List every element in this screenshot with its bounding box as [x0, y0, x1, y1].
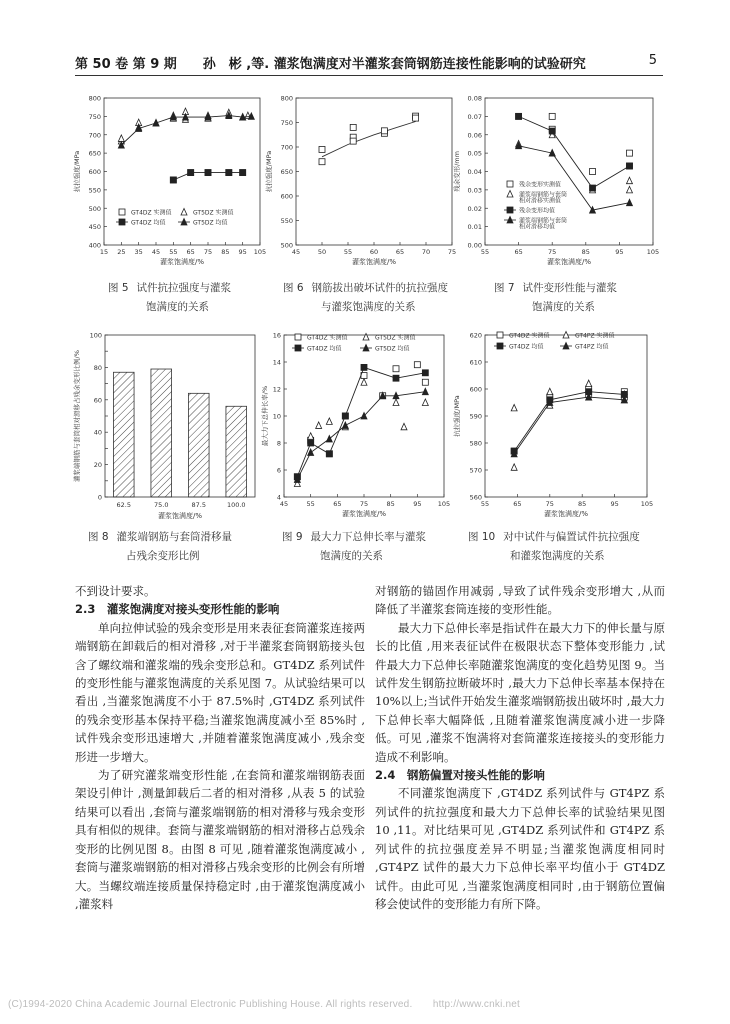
- fig5-x-tick-label: 25: [117, 248, 126, 256]
- fig8-y-axis-label: 灌浆端钢筋与套筒相对滑移占残余变形比例/%: [73, 350, 81, 482]
- fig7-y-tick-label: 0.07: [467, 112, 482, 121]
- fig5-y-tick-label: 600: [88, 168, 101, 176]
- fig10-legend-marker: [497, 343, 503, 349]
- fig7-data-point: [516, 113, 522, 119]
- fig8-y-tick-label: 100: [89, 331, 102, 340]
- fig9-series-2: [294, 364, 428, 479]
- fig5-x-tick-label: 45: [151, 248, 161, 256]
- fig7-legend-marker: [507, 191, 513, 198]
- fig7-data-point: [549, 113, 555, 119]
- fig9-x-tick-label: 95: [413, 500, 422, 508]
- figure-8-chart: [68, 325, 268, 520]
- fig6-y-tick-label: 800: [280, 94, 293, 103]
- fig8-x-axis-label: 灌浆饱满度/%: [157, 512, 203, 520]
- fig9-data-point: [342, 413, 348, 419]
- fig5-data-point: [226, 170, 232, 176]
- fig6-y-axis-label: 抗拉强度/MPa: [265, 150, 273, 193]
- right-column: [375, 582, 665, 913]
- fig8-y-tick-label: 40: [93, 428, 102, 437]
- fig8-y-tick-label: 20: [93, 461, 102, 470]
- fig5-x-tick-label: 65: [186, 248, 195, 256]
- fig9-x-tick-label: 85: [386, 500, 395, 508]
- fig8-x-tick-label: 75.0: [154, 501, 169, 509]
- fig10-legend-marker: [497, 332, 503, 338]
- fig7-y-tick-label: 0.01: [467, 223, 482, 232]
- fig8-bar-75.0: [151, 369, 172, 497]
- fig9-data-point: [393, 366, 399, 372]
- fig7-data-point: [549, 128, 555, 134]
- fig6-y-tick-label: 600: [280, 192, 293, 201]
- fig5-x-tick-label: 95: [238, 248, 247, 256]
- fig5-legend-label: GT4DZ 实测值: [131, 209, 172, 217]
- section-2-3-paragraph-2: 为了研究灌浆端变形性能 ,在套筒和灌浆端钢筋表面架设引伸计 ,测量卸载后二者的相对滑移 ,从表 5 的试验结果可以看出 ,套筒与灌浆端钢筋的相对滑移与残余变形具有相似的规律。套筒与灌浆端钢筋的相对滑移占总残余变形的比例见图 8。由图 8 可见 ,随着灌浆饱满度减小 ,套筒与灌浆端钢筋的相对滑移占残余变形的比例会有所增大。当螺纹端连接质量保持稳定时 ,由于灌浆饱满度减小 ,灌浆料: [75, 768, 365, 911]
- fig5-legend-marker: [119, 209, 125, 215]
- fig5-y-tick-label: 800: [88, 94, 101, 103]
- figure-8-caption: 图 8 灌浆端钢筋与套筒滑移量 占残余变形比例: [88, 531, 233, 562]
- fig10-data-point: [586, 380, 592, 387]
- fig7-legend-label-cont: 相对滑移实测值: [519, 197, 562, 205]
- fig5-x-tick-label: 15: [99, 248, 109, 256]
- fig8-x-tick-label: 100.0: [226, 501, 246, 509]
- figure-10-caption: 图 10 对中试件与偏置试件抗拉强度 和灌浆饱满度的关系: [468, 531, 640, 562]
- fig7-y-tick-label: 0.06: [467, 131, 482, 140]
- fig10-x-tick-label: 75: [545, 500, 554, 508]
- fig5-x-tick-label: 75: [203, 248, 213, 256]
- fig7-y-axis-label: 残余变形/mm: [453, 151, 461, 192]
- fig9-series-line: [297, 392, 425, 480]
- fig8-bar-87.5: [188, 393, 209, 497]
- fig7-data-point: [626, 186, 632, 193]
- fig9-y-tick-label: 4: [276, 493, 281, 502]
- fig7-legend-marker: [507, 181, 513, 187]
- fig8-bar-62.5: [113, 372, 134, 497]
- fig5-legend-marker: [119, 219, 125, 225]
- fig5-series-3: [118, 112, 254, 148]
- fig7-x-tick-label: 75: [548, 248, 557, 256]
- fig7-series-2: [516, 113, 633, 191]
- fig9-y-axis-label: 最大力下总伸长率/%: [261, 385, 269, 447]
- fig7-y-tick-label: 0.04: [467, 168, 482, 176]
- figure-9-caption: 图 9 最大力下总伸长率与灌浆 饱满度的关系: [282, 531, 427, 562]
- fig6-x-tick-label: 65: [395, 248, 405, 256]
- fig10-x-tick-label: 55: [480, 500, 490, 508]
- fig9-data-point: [422, 399, 428, 406]
- fig8-y-tick-label: 80: [93, 363, 102, 372]
- fig7-legend-marker: [507, 207, 513, 213]
- figure-7-caption: 图 7 试件变形性能与灌浆 饱满度的关系: [494, 282, 618, 313]
- fig7-x-tick-label: 65: [514, 248, 523, 256]
- fig10-y-tick-label: 600: [469, 385, 482, 394]
- fig8-y-tick-label: 60: [93, 396, 102, 405]
- fig7-y-tick-label: 0.03: [467, 186, 482, 195]
- right-column-carryover: 对钢筋的锚固作用减弱 ,导致了试件残余变形增大 ,从而降低了半灌浆套筒连接的变形性能。: [375, 584, 665, 617]
- fig10-data-point: [511, 404, 517, 411]
- fig7-y-tick-label: 0.05: [467, 149, 482, 158]
- fig9-legend-label: GT4DZ 均值: [307, 345, 342, 353]
- fig5-series-2: [170, 170, 245, 183]
- fig9-data-point: [308, 433, 314, 440]
- fig9-data-point: [308, 449, 314, 456]
- fig9-series-1: [294, 379, 428, 487]
- fig5-x-tick-label: 105: [253, 248, 267, 256]
- fig5-y-tick-label: 450: [88, 223, 101, 232]
- fig7-x-tick-label: 95: [615, 248, 624, 256]
- left-column-carryover: 不到设计要求。: [75, 584, 156, 598]
- fig7-y-tick-label: 0.08: [467, 94, 482, 103]
- fig10-series-0: [511, 386, 627, 454]
- fig9-data-point: [308, 440, 314, 446]
- figure-10-chart: [448, 325, 663, 520]
- fig5-data-point: [240, 170, 246, 176]
- fig6-x-axis-label: 灌浆饱满度/%: [351, 258, 397, 266]
- fig5-x-tick-label: 55: [169, 248, 178, 256]
- fig5-x-tick-label: 85: [221, 248, 230, 256]
- fig7-legend-label: 残余变形实测值: [519, 181, 562, 189]
- fig5-y-tick-label: 400: [88, 241, 101, 250]
- fig10-data-point: [511, 464, 517, 471]
- fig8-x-tick-label: 62.5: [116, 501, 131, 509]
- fig10-y-tick-label: 610: [469, 358, 482, 367]
- left-column: [75, 582, 365, 913]
- running-header-title: 第 50 卷 第 9 期 孙 彬 ,等. 灌浆饱满度对半灌浆套筒钢筋连接性能影响的试验研究: [75, 57, 586, 72]
- fig9-data-point: [326, 451, 332, 457]
- fig7-data-point: [590, 169, 596, 175]
- fig9-data-point: [422, 370, 428, 376]
- fig10-data-point: [547, 388, 553, 395]
- fig5-legend-label: GT5DZ 实测值: [193, 209, 234, 217]
- fig6-plot-frame: [296, 98, 452, 245]
- fig9-legend-label: GT4DZ 实测值: [307, 334, 348, 342]
- fig5-legend-label: GT4DZ 均值: [131, 219, 166, 227]
- fig7-series-line: [519, 116, 630, 188]
- fig9-data-point: [393, 399, 399, 406]
- fig9-x-tick-label: 55: [306, 500, 315, 508]
- fig9-x-tick-label: 65: [333, 500, 342, 508]
- fig8-x-tick-label: 87.5: [191, 501, 206, 509]
- fig9-data-point: [414, 362, 420, 368]
- fig6-y-tick-label: 650: [280, 168, 293, 176]
- fig5-data-point: [205, 170, 211, 176]
- fig5-y-tick-label: 550: [88, 186, 101, 195]
- fig10-y-tick-label: 580: [469, 439, 482, 448]
- fig6-x-tick-label: 60: [369, 248, 379, 256]
- fig10-y-tick-label: 570: [469, 466, 482, 475]
- fig9-data-point: [316, 422, 322, 429]
- fig9-data-point: [342, 422, 348, 429]
- fig6-x-tick-label: 55: [343, 248, 353, 256]
- fig10-x-tick-label: 105: [640, 500, 654, 508]
- figure-7-chart: [448, 88, 663, 268]
- fig7-x-axis-label: 灌浆饱满度/%: [546, 258, 592, 266]
- fig9-data-point: [326, 418, 332, 425]
- fig10-series-line: [514, 392, 624, 451]
- figure-6-caption: 图 6 钢筋拔出破坏试件的抗拉强度 与灌浆饱满度的关系: [283, 282, 449, 313]
- fig10-series-3: [511, 394, 627, 457]
- copyright-footer: (C)1994-2020 China Academic Journal Electronic Publishing House. All rights reserved. http://www.cnki.net: [8, 999, 520, 1010]
- fig7-data-point: [626, 199, 632, 206]
- fig5-y-tick-label: 700: [88, 131, 101, 140]
- fig9-data-point: [422, 388, 428, 395]
- running-header: [75, 53, 665, 73]
- section-2-4-heading: 2.4 钢筋偏置对接头性能的影响: [375, 768, 545, 783]
- fig10-x-tick-label: 85: [578, 500, 587, 508]
- fig5-data-point: [118, 135, 124, 142]
- fig5-y-axis-label: 抗拉强度/MPa: [73, 150, 81, 193]
- fig6-data-point: [413, 115, 419, 121]
- fig10-y-tick-label: 590: [469, 412, 482, 421]
- fig9-y-tick-label: 12: [272, 385, 281, 394]
- fig5-y-tick-label: 500: [88, 204, 101, 213]
- fig10-plot-frame: [485, 335, 647, 497]
- fig9-data-point: [393, 375, 399, 381]
- fig10-x-tick-label: 95: [610, 500, 619, 508]
- fig7-legend-label: 灌浆端钢筋与套筒: [519, 217, 568, 225]
- fig5-data-point: [170, 177, 176, 183]
- fig7-x-tick-label: 85: [581, 248, 590, 256]
- fig8-y-tick-label: 0: [97, 493, 102, 502]
- fig6-data-point: [350, 124, 356, 130]
- header-rule: [75, 75, 663, 76]
- figure-5-chart: [68, 88, 268, 268]
- fig6-y-tick-label: 700: [280, 143, 293, 152]
- fig9-legend-marker: [295, 345, 301, 351]
- fig10-y-tick-label: 560: [469, 493, 482, 502]
- fig7-data-point: [626, 150, 632, 156]
- fig6-data-point: [319, 146, 325, 152]
- fig9-y-tick-label: 14: [272, 358, 281, 367]
- fig5-y-tick-label: 750: [88, 112, 101, 121]
- fig9-legend-label: GT5DZ 实测值: [375, 334, 416, 342]
- page-number: 5: [648, 53, 657, 68]
- fig6-y-tick-label: 550: [280, 217, 293, 225]
- fig6-x-tick-label: 70: [421, 248, 431, 256]
- fig5-y-tick-label: 650: [88, 149, 101, 158]
- fig9-series-0: [294, 362, 428, 480]
- fig7-y-tick-label: 0.02: [467, 204, 482, 213]
- fig6-data-point: [350, 138, 356, 144]
- fig6-y-tick-label: 500: [280, 241, 293, 250]
- figure-5-caption: 图 5 试件抗拉强度与灌浆 饱满度的关系: [108, 282, 232, 313]
- fig9-y-tick-label: 8: [276, 439, 281, 448]
- fig7-data-point: [626, 177, 632, 184]
- fig7-x-tick-label: 105: [646, 248, 660, 256]
- fig10-series-line: [514, 397, 624, 454]
- fig6-trend-line: [322, 122, 416, 157]
- fig9-x-tick-label: 75: [359, 500, 369, 508]
- fig9-legend-marker: [295, 334, 301, 340]
- section-2-4-paragraph-1: 不同灌浆饱满度下 ,GT4DZ 系列试件与 GT4PZ 系列试件的抗拉强度和最大力下总伸长率的试验结果见图 10 ,11。对比结果可见 ,GT4DZ 系列试件和 GT4PZ 系列试件的抗拉强度差异不明显;当灌浆饱满度相同时 ,GT4PZ 试件的最大力下总伸长率平均值小于 GT4DZ 试件。由此可见 ,当灌浆饱满度相同时 ,由于钢筋位置偏移会使试件的变形能力有所下降。: [375, 786, 665, 911]
- figure-6-chart: [260, 88, 460, 268]
- fig7-legend-label-cont: 相对滑移均值: [519, 223, 556, 231]
- fig7-data-point: [590, 185, 596, 191]
- fig6-data-point: [381, 128, 387, 134]
- fig10-legend-label: GT4PZ 均值: [575, 343, 609, 351]
- fig9-x-axis-label: 灌浆饱满度/%: [341, 510, 387, 518]
- fig7-x-tick-label: 55: [480, 248, 490, 256]
- fig9-x-tick-label: 105: [437, 500, 451, 508]
- fig6-data-point: [319, 159, 325, 165]
- fig7-y-tick-label: 0.00: [467, 241, 482, 250]
- fig9-legend-marker: [363, 334, 369, 341]
- fig6-y-tick-label: 750: [280, 119, 293, 127]
- fig9-x-tick-label: 45: [279, 500, 289, 508]
- fig9-data-point: [401, 423, 407, 430]
- fig5-legend-marker: [181, 209, 187, 216]
- fig7-legend-label: 残余变形均值: [519, 207, 556, 215]
- fig9-series-3: [294, 388, 428, 482]
- fig9-y-tick-label: 6: [276, 466, 281, 475]
- fig10-legend-label: GT4DZ 均值: [509, 343, 544, 351]
- fig9-y-tick-label: 16: [272, 331, 281, 340]
- fig6-x-tick-label: 45: [291, 248, 301, 256]
- section-2-3-paragraph-3: 最大力下总伸长率是指试件在最大力下的伸长量与原长的比值 ,用来表征试件在极限状态下整体变形能力 ,试件最大力下总伸长率随灌浆饱满度的变化趋势见图 9。当试件发生钢筋拉断破坏时 ,最大力下总伸长率基本保持在 10%以上;当试件开始发生灌浆端钢筋拔出破坏时 ,最大力下总伸长率大幅降低 ,且随着灌浆饱满度减小进一步降低。可见 ,灌浆不饱满将对套筒灌浆连接接头的变形能力造成不利影响。: [375, 620, 665, 764]
- fig10-legend-label: GT4PZ 实测值: [575, 332, 615, 340]
- fig7-data-point: [626, 163, 632, 169]
- fig9-data-point: [361, 379, 367, 386]
- fig10-y-axis-label: 抗拉强度/MPa: [453, 395, 461, 437]
- figure-9-chart: [258, 325, 458, 520]
- fig9-data-point: [422, 379, 428, 385]
- section-2-3-paragraph-1: 单向拉伸试验的残余变形是用来表征套筒灌浆连接两端钢筋在卸载后的相对滑移 ,对于半灌浆套筒钢筋接头包含了螺纹端和灌浆端的残余变形总和。GT4DZ 系列试件的变形性能与灌浆饱满度的关系见图 7。从试验结果可以看出 ,当灌浆饱满度不小于 87.5%时 ,GT4DZ 系列试件的残余变形基本保持平稳;当灌浆饱满度减小至 85%时 ,试件残余变形迅速增大 ,并随着灌浆饱满度减小 ,残余变形进一步增大。: [75, 620, 365, 764]
- fig5-x-axis-label: 灌浆饱满度/%: [159, 258, 205, 266]
- fig7-legend-label: 灌浆端钢筋与套筒: [519, 191, 568, 199]
- fig9-legend-label: GT5DZ 均值: [375, 345, 410, 353]
- fig5-x-tick-label: 35: [134, 248, 143, 256]
- fig9-y-tick-label: 10: [272, 412, 281, 421]
- fig8-bar-100.0: [226, 406, 247, 497]
- fig9-data-point: [326, 435, 332, 442]
- fig5-data-point: [188, 170, 194, 176]
- fig10-legend-label: GT4DZ 实测值: [509, 332, 550, 340]
- fig9-data-point: [361, 364, 367, 370]
- fig6-x-tick-label: 50: [317, 248, 327, 256]
- fig10-x-axis-label: 灌浆饱满度/%: [543, 510, 589, 518]
- fig10-y-tick-label: 620: [469, 331, 482, 340]
- fig5-legend-label: GT5DZ 均值: [193, 219, 228, 227]
- section-2-3-heading: 2.3 灌浆饱满度对接头变形性能的影响: [75, 602, 280, 617]
- fig6-x-tick-label: 75: [447, 248, 457, 256]
- fig10-x-tick-label: 65: [513, 500, 522, 508]
